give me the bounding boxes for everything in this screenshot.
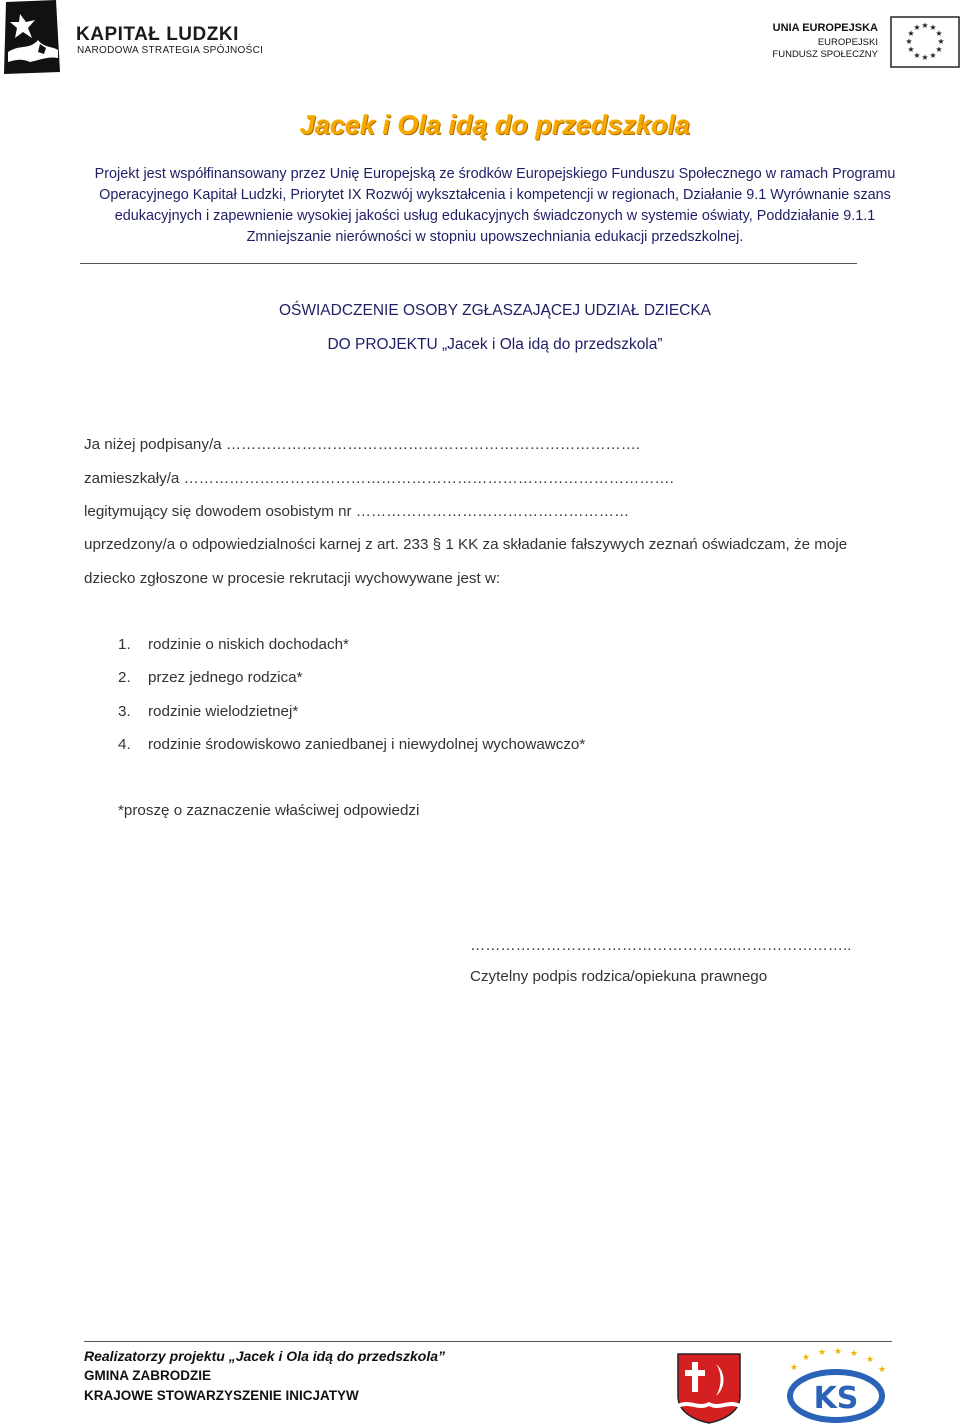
svg-text:★: ★ bbox=[905, 37, 913, 46]
kapital-ludzki-wordmark: KAPITAŁ LUDZKI bbox=[76, 24, 239, 45]
eu-logo-line2: EUROPEJSKI bbox=[817, 37, 878, 48]
svg-text:★: ★ bbox=[929, 51, 937, 60]
list-item-label: przez jednego rodzica* bbox=[148, 669, 303, 686]
svg-text:★: ★ bbox=[935, 45, 943, 54]
coat-of-arms-icon bbox=[676, 1352, 742, 1424]
ks-association-logo-icon bbox=[778, 1348, 894, 1426]
list-item bbox=[118, 703, 298, 720]
svg-text:★: ★ bbox=[801, 1353, 811, 1363]
svg-text:★: ★ bbox=[849, 1349, 859, 1359]
svg-text:★: ★ bbox=[907, 45, 915, 54]
list-item-number: 3. bbox=[118, 703, 131, 720]
id-document-line: legitymujący się dowodem osobistym nr ……………………………………………… bbox=[84, 503, 630, 520]
svg-text:★: ★ bbox=[833, 1348, 843, 1357]
footer-organizers-title: Realizatorzy projektu „Jacek i Ola idą do przedszkola” bbox=[84, 1348, 446, 1364]
signer-name-line: Ja niżej podpisany/a ………………………………………………………………………. bbox=[84, 436, 641, 453]
svg-text:★: ★ bbox=[817, 1348, 827, 1358]
svg-text:★: ★ bbox=[935, 29, 943, 38]
list-item bbox=[118, 736, 585, 753]
kapital-ludzki-logo bbox=[0, 0, 270, 76]
signature-line: ……………………………………………..………………….. bbox=[470, 937, 852, 954]
list-item bbox=[118, 669, 303, 686]
svg-text:★: ★ bbox=[937, 37, 945, 46]
list-item-label: rodzinie o niskich dochodach* bbox=[148, 636, 349, 653]
list-item-label: rodzinie wielodzietnej* bbox=[148, 703, 299, 720]
svg-text:★: ★ bbox=[877, 1365, 887, 1375]
svg-text:★: ★ bbox=[921, 21, 929, 30]
eu-logo-line3: FUNDUSZ SPOŁECZNY bbox=[772, 49, 878, 60]
kapital-ludzki-subtitle: NARODOWA STRATEGIA SPÓJNOŚCI bbox=[77, 45, 264, 56]
signature-label: Czytelny podpis rodzica/opiekuna prawnego bbox=[470, 968, 768, 985]
list-item-number: 2. bbox=[118, 669, 131, 686]
svg-text:★: ★ bbox=[789, 1363, 799, 1373]
declaration-subheading: DO PROJEKTU „Jacek i Ola idą do przedszkola” bbox=[327, 336, 663, 353]
svg-text:★: ★ bbox=[865, 1355, 875, 1365]
list-item bbox=[118, 636, 349, 653]
eu-logo-line1: UNIA EUROPEJSKA bbox=[772, 22, 878, 34]
svg-text:★: ★ bbox=[921, 53, 929, 62]
footer-organizer-2: KRAJOWE STOWARZYSZENIE INICJATYW bbox=[84, 1388, 359, 1403]
svg-text:★: ★ bbox=[913, 51, 921, 60]
svg-text:★: ★ bbox=[907, 29, 915, 38]
svg-text:KS: KS bbox=[813, 1381, 859, 1416]
footer-organizer-1: GMINA ZABRODZIE bbox=[84, 1368, 211, 1383]
declaration-text-line2: dziecko zgłoszone w procesie rekrutacji wychowywane jest w: bbox=[84, 570, 501, 587]
address-line: zamieszkały/a ……………………………………………………………………………………. bbox=[84, 470, 674, 487]
declaration-text-line1: uprzedzony/a o odpowiedzialności karnej z art. 233 § 1 KK za składanie fałszywych zeznań oświadczam, że moje bbox=[84, 536, 848, 553]
eu-social-fund-logo bbox=[772, 14, 960, 74]
kapital-ludzki-emblem-icon bbox=[0, 0, 70, 76]
list-item-number: 1. bbox=[118, 636, 131, 653]
svg-text:★: ★ bbox=[929, 23, 937, 32]
project-title: Jacek i Ola idą do przedszkola bbox=[299, 110, 691, 140]
svg-text:★: ★ bbox=[913, 23, 921, 32]
footer-divider bbox=[84, 1341, 892, 1342]
footnote: *proszę o zaznaczenie właściwej odpowiedzi bbox=[118, 802, 420, 819]
declaration-heading: OŚWIADCZENIE OSOBY ZGŁASZAJĄCEJ UDZIAŁ DZIECKA bbox=[278, 302, 712, 319]
list-item-number: 4. bbox=[118, 736, 131, 753]
header-divider bbox=[80, 263, 857, 264]
funding-statement: Projekt jest współfinansowany przez Unię Europejską ze środków Europejskiego Funduszu Społecznego w ramach Programu Operacyjnego Kapitał Ludzki, Priorytet IX Rozwój wykształcenia i kompetencji w regionach, Działanie 9.1 Wyrównanie szans edukacyjnych i zapewnienie wysokiej jakości usług edukacyjnych świadczonych w systemie oświaty, Poddziałanie 9.1.1 Zmniejszanie nierówności w stopniu upowszechniania edukacji przedszkolnej. bbox=[94, 166, 896, 245]
list-item-label: rodzinie środowiskowo zaniedbanej i niewydolnej wychowawczo* bbox=[148, 736, 586, 753]
eu-flag-icon bbox=[890, 16, 960, 68]
